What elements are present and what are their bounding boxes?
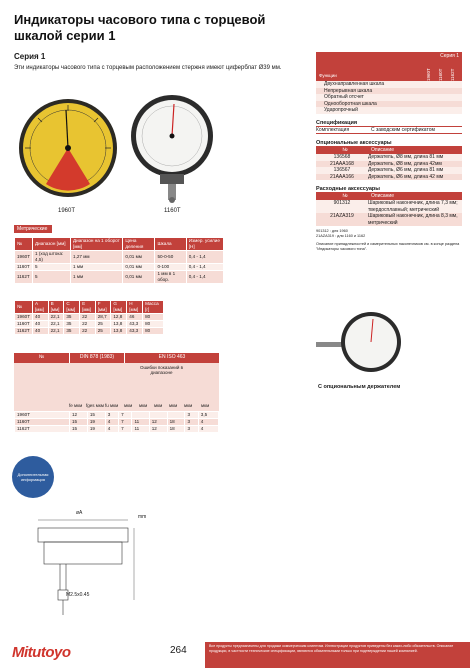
cell: 3 — [185, 419, 198, 426]
cell: 0,4 - 1,4 — [186, 264, 223, 271]
cell: 1 мм в 1 обор. — [155, 271, 186, 284]
caption-1160t: 1160T — [164, 208, 181, 214]
black-dial-gauge-image — [130, 94, 215, 206]
cell: 0-100 — [155, 264, 186, 271]
table-row — [15, 314, 164, 321]
info-badge[interactable] — [12, 456, 54, 498]
page-title: Индикаторы часового типа с торцевой шкалой серии 1 — [14, 12, 266, 43]
func-row: Обратный отсчет — [316, 94, 462, 101]
cell: 21AAA166 — [330, 173, 354, 180]
cell: 25 — [95, 321, 111, 328]
cell: Шариковый наконечник, длина 7,3 мм; твердосплавный; метрический — [368, 200, 458, 213]
note-3: Описание принадлежностей и измерительных наконечников см. в конце раздела "Индикаторы часового типа". — [316, 242, 460, 251]
cell: 21AAA168 — [330, 160, 354, 167]
unit: fu мкм — [105, 403, 119, 408]
cell: 22 — [80, 321, 96, 328]
info-badge-text: Дополнительная информация — [17, 472, 49, 482]
func-row: Однооборотная шкала — [316, 101, 462, 108]
dim-header: E [мм] — [80, 301, 96, 314]
holder-caption: С опциональным держателем — [318, 384, 401, 390]
table-row — [15, 321, 164, 328]
cell: 40 — [33, 314, 49, 321]
cell: 46 — [127, 314, 143, 321]
cell: 22 — [80, 314, 96, 321]
dim-header: H [мм] — [127, 301, 143, 314]
err-std1: DIN 878 (1983) — [69, 353, 124, 363]
cell: 28,7 — [95, 314, 111, 321]
series-heading: Серия 1 — [14, 52, 46, 61]
err-subheader: Ошибки показаний в диапазоне — [139, 365, 184, 375]
mm-label: mm — [138, 514, 147, 520]
cell: 1160T — [15, 419, 70, 426]
unit: мкм — [201, 403, 210, 408]
unit: мкм — [139, 403, 148, 408]
spec-header: Измер. усилие [Н] — [186, 238, 223, 251]
cell: 22 — [80, 328, 96, 335]
cell: 1960T — [15, 314, 33, 321]
cell: 7 — [119, 412, 132, 419]
cell: 18 — [167, 419, 185, 426]
table-row — [15, 419, 219, 426]
dim-header: C [мм] — [64, 301, 80, 314]
cell: 19 — [87, 426, 105, 433]
note-1: 901312 : для 1960 — [316, 229, 348, 233]
cell: 1960T — [15, 251, 33, 264]
error-table — [14, 353, 219, 433]
cell: 4 — [198, 419, 218, 426]
func-label: Функции — [319, 73, 337, 78]
dim-header: № — [15, 301, 33, 314]
cell: 12 — [70, 412, 88, 419]
col-head: 1960T — [426, 68, 431, 81]
spec-left: Комплектация — [316, 126, 350, 133]
spec-header: Диапазон [мм] — [33, 238, 71, 251]
spec-header: Цена деления — [123, 238, 155, 251]
cell: Держатель, Ø6 мм, длина 42 мм — [368, 173, 444, 180]
dim-header: B [мм] — [48, 301, 64, 314]
dim-header: Масса [г] — [143, 301, 164, 314]
dim-header: A [мм] — [33, 301, 49, 314]
spec-header: № — [15, 238, 33, 251]
spec-title: Спецификация — [316, 119, 358, 126]
cell: 1 (ход штока: 4,5) — [33, 251, 71, 264]
cell: 3 — [185, 426, 198, 433]
cell: 15 — [70, 426, 88, 433]
yellow-dial-gauge-image — [18, 98, 118, 198]
unit: fges мкм — [86, 403, 104, 408]
cell: 43,3 — [127, 328, 143, 335]
cell: 35 — [64, 321, 80, 328]
cell: Шариковый наконечник, длина 8,3 мм, метрический — [368, 213, 458, 226]
cell: 13,8 — [111, 321, 127, 328]
cell: 1162T — [15, 426, 70, 433]
cell: 12,8 — [111, 314, 127, 321]
table-row — [15, 328, 164, 335]
cell: 136568 — [333, 154, 351, 160]
cell: Держатель, Ø8 мм, длина 81 мм — [368, 154, 444, 160]
cell: 7 — [119, 419, 132, 426]
technical-drawing — [20, 510, 160, 630]
acc-head: № — [342, 147, 348, 153]
cell: 0,01 мм — [123, 264, 155, 271]
cell: 35 — [64, 314, 80, 321]
cell: 12 — [149, 419, 167, 426]
table-row — [15, 264, 224, 271]
cell: 1160T — [15, 321, 33, 328]
cell: 1960T — [15, 412, 70, 419]
cell: 1 мм — [71, 264, 123, 271]
spec-right: С заводским сертификатом — [371, 126, 435, 133]
acc-title: Опциональные аксессуары — [316, 140, 392, 146]
cell: 5 — [33, 264, 71, 271]
right-series-head: Серия 1 — [316, 52, 462, 61]
spec-header: Шкала — [155, 238, 186, 251]
unit: мкм — [154, 403, 163, 408]
cell: 80 — [143, 328, 164, 335]
cell — [132, 412, 149, 419]
phiA-label: øA — [76, 510, 83, 516]
spec-header: Диапазон на 1 оборот [мм] — [71, 238, 123, 251]
cell: 22,1 — [48, 328, 64, 335]
cell: 15 — [70, 419, 88, 426]
cell: 25 — [95, 328, 111, 335]
caption-1960t: 1960T — [58, 208, 76, 214]
note-2: 21AZA319 : для 1160 и 1162 — [316, 234, 366, 238]
table-row — [15, 426, 219, 433]
cell: 50-0-50 — [155, 251, 186, 264]
cell: 901312 — [333, 200, 351, 206]
cell: Держатель, Ø6 мм, длина 81 мм — [368, 167, 444, 173]
dim-header: F [мм] — [95, 301, 111, 314]
cell: 1,27 мм — [71, 251, 123, 264]
cell: 1162T — [15, 328, 33, 335]
cons-head: № — [342, 193, 348, 199]
mitutoyo-logo: Mitutoyo — [12, 644, 71, 661]
table-row — [15, 251, 224, 264]
cell: 11 — [132, 419, 149, 426]
table-row — [15, 412, 219, 419]
cell: 43,3 — [127, 321, 143, 328]
cell: 80 — [143, 321, 164, 328]
col-head: 1162T — [450, 68, 455, 81]
cell: 12 — [149, 426, 167, 433]
col-head: 1160T — [438, 68, 443, 81]
acc-head: Описание — [371, 147, 395, 153]
err-std2: EN ISO 463 — [124, 353, 219, 363]
cell: 11 — [132, 426, 149, 433]
cell: 0,01 мм — [123, 251, 155, 264]
table-row — [15, 271, 224, 284]
cell — [167, 412, 185, 419]
cell: 1160T — [15, 264, 33, 271]
cell: 21AZA319 — [330, 213, 354, 219]
cons-head: Описание — [371, 193, 395, 199]
unit: мкм — [124, 403, 133, 408]
cell: 136567 — [333, 167, 351, 173]
func-row: Непрерывная шкала — [316, 88, 462, 95]
cell: 19 — [87, 419, 105, 426]
holder-gauge-image — [316, 310, 406, 380]
cell: Держатель, Ø8 мм, длина 42мм — [368, 160, 442, 167]
dimension-table — [14, 300, 164, 335]
cell: 1 мм — [71, 271, 123, 284]
err-units-row — [14, 403, 219, 411]
unit: fe мкм — [69, 403, 83, 408]
cell: 4 — [198, 426, 218, 433]
cell: 3,5 — [198, 412, 218, 419]
unit: мкм — [184, 403, 193, 408]
cell: 3 — [185, 412, 198, 419]
cell: 13,8 — [111, 328, 127, 335]
thread-label: M2.5x0.45 — [66, 592, 90, 598]
cell: 22,1 — [48, 321, 64, 328]
metric-badge: Метрические — [14, 225, 52, 233]
cell: 40 — [33, 321, 49, 328]
cell: 7 — [119, 426, 132, 433]
cell: 35 — [64, 328, 80, 335]
cell: 80 — [143, 314, 164, 321]
func-row: Двухнаправленная шкала — [316, 81, 462, 88]
func-row: Ударопрочный — [316, 107, 462, 114]
cell: 0,01 мм — [123, 271, 155, 284]
cell: 15 — [87, 412, 105, 419]
cell: 0,4 - 1,4 — [186, 271, 223, 284]
cell: 18 — [167, 426, 185, 433]
cell: 22,1 — [48, 314, 64, 321]
err-std-col: № — [14, 353, 69, 363]
disclaimer: Все продукты предназначены для продажи коммерческим клиентам. Иллюстрации продуктов приведены без каких-либо обязательств. Описание продукции, в частности технические спецификации, являются обязательными только при подтверждении нашей компанией. — [205, 642, 470, 668]
cell: 4 — [105, 419, 118, 426]
right-panel — [316, 52, 462, 252]
cell: 0,4 - 1,4 — [186, 251, 223, 264]
dim-header: G [мм] — [111, 301, 127, 314]
intro-text: Эти индикаторы часового типа с торцевым расположением стержня имеют циферблат Ø39 мм. — [14, 65, 282, 71]
cell — [149, 412, 167, 419]
spec-table — [14, 237, 224, 284]
cell: 3 — [105, 412, 118, 419]
cell: 1162T — [15, 271, 33, 284]
cell: 5 — [33, 271, 71, 284]
cell: 40 — [33, 328, 49, 335]
unit: мкм — [169, 403, 178, 408]
cell: 4 — [105, 426, 118, 433]
page-number: 264 — [170, 645, 187, 656]
cons-title: Расходные аксессуары — [316, 186, 380, 192]
